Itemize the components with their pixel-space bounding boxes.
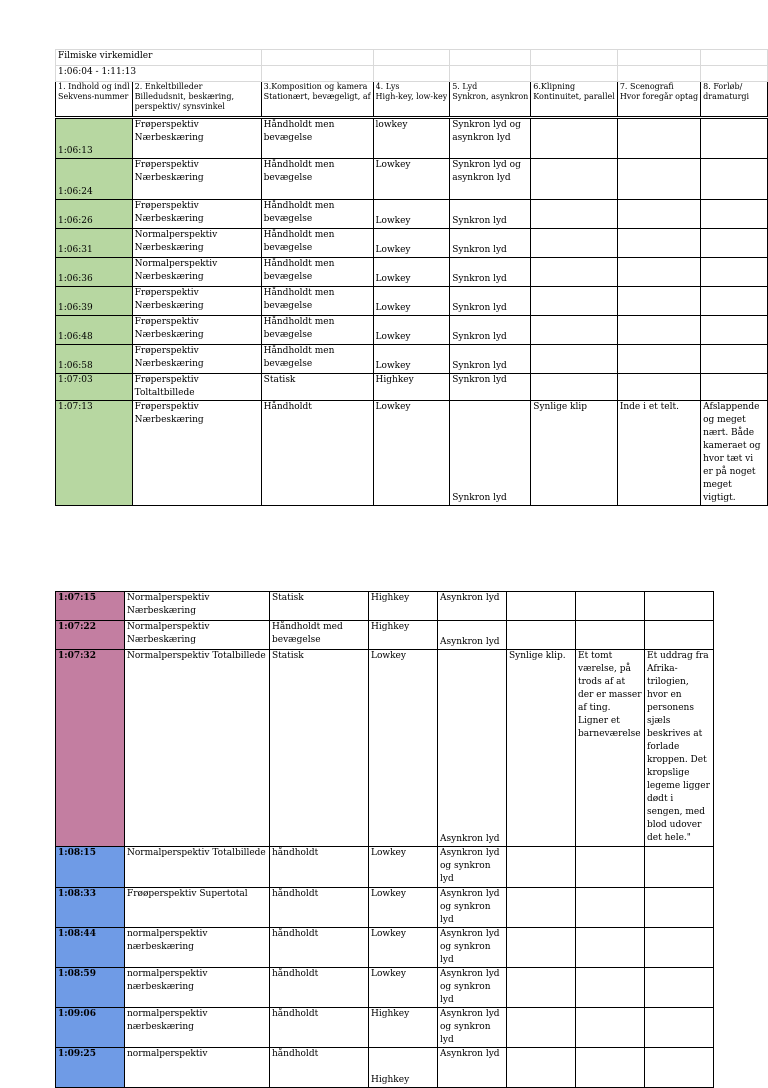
sheet-table-2 [55, 591, 714, 1088]
table-row [56, 345, 768, 374]
forlob-cell [701, 316, 768, 345]
forlob-cell [645, 621, 714, 650]
lyd-cell: Synkron lyd [450, 287, 531, 316]
komp-cell: Håndholdt men bevægelse [261, 287, 373, 316]
persp-cell: normalperspektiv nærbeskæring [125, 968, 270, 1008]
komp-cell: håndholdt [270, 888, 369, 928]
table-row [56, 847, 714, 888]
table-row [56, 888, 714, 928]
persp-cell: Normalperspektiv Totalbillede [125, 847, 270, 888]
klip-cell [531, 258, 618, 287]
lyd-cell: Asynkron lyd [438, 650, 507, 847]
komp-cell: Håndholdt men bevægelse [261, 258, 373, 287]
sceno-cell [617, 258, 700, 287]
table-row [56, 928, 714, 968]
komp-cell: Statisk [270, 650, 369, 847]
lyd-cell: Synkron lyd [450, 229, 531, 258]
column-header-subtitle: Kontinuitet, parallel [533, 92, 615, 101]
lyd-cell: Asynkron lyd og synkron lyd [438, 928, 507, 968]
klip-cell [507, 621, 576, 650]
klip-cell: Synlige klip [531, 401, 618, 506]
forlob-cell [701, 118, 768, 159]
lyd-cell: Synkron lyd [450, 401, 531, 506]
column-header [373, 82, 450, 118]
lyd-cell: Asynkron lyd [438, 1048, 507, 1088]
klip-cell [507, 1008, 576, 1048]
persp-cell: normalperspektiv nærbeskæring [125, 1008, 270, 1048]
timecode-cell: 1:06:39 [56, 287, 133, 316]
column-header-title: 4. Lys [375, 82, 400, 91]
column-header-title: 7. Scenografi [619, 82, 674, 91]
persp-cell: Normalperspektiv Nærbeskæring [132, 258, 261, 287]
forlob-cell [701, 345, 768, 374]
persp-cell: Frøperspektiv Nærbeskæring [132, 345, 261, 374]
lys-cell: Lowkey [369, 928, 438, 968]
column-header [701, 82, 768, 118]
timecode-cell: 1:06:48 [56, 316, 133, 345]
column-header-subtitle: Stationært, bevægeligt, af [263, 92, 371, 101]
persp-cell: normalperspektiv [125, 1048, 270, 1088]
persp-cell: Normalperspektiv Nærbeskæring [125, 621, 270, 650]
forlob-cell: Afslappende og meget nært. Både kameraet og hvor tæt vi er på noget meget vigtigt. [701, 401, 768, 506]
table-row [56, 374, 768, 401]
lyd-cell: Synkron lyd [450, 374, 531, 401]
timecode-cell: 1:09:25 [56, 1048, 125, 1088]
column-header [450, 82, 531, 118]
klip-cell [507, 968, 576, 1008]
forlob-cell [701, 229, 768, 258]
lys-cell: Lowkey [373, 258, 450, 287]
header-row [56, 82, 768, 118]
lys-cell: Lowkey [369, 888, 438, 928]
sceno-cell [576, 621, 645, 650]
komp-cell: håndholdt [270, 928, 369, 968]
komp-cell: håndholdt [270, 968, 369, 1008]
sceno-cell: Et tomt værelse, på trods af at der er masser af ting. Ligner et barneværelse [576, 650, 645, 847]
lys-cell: Lowkey [373, 401, 450, 506]
klip-cell [531, 229, 618, 258]
lys-cell: Lowkey [369, 968, 438, 1008]
sceno-cell [617, 316, 700, 345]
persp-cell: Frøperspektiv Nærbeskæring [132, 159, 261, 200]
lyd-cell: Synkron lyd og asynkron lyd [450, 159, 531, 200]
persp-cell: Normalperspektiv Nærbeskæring [125, 592, 270, 621]
forlob-cell [645, 847, 714, 888]
timecode-cell: 1:07:22 [56, 621, 125, 650]
forlob-cell [701, 200, 768, 229]
lyd-cell: Synkron lyd [450, 200, 531, 229]
timecode-cell: 1:06:31 [56, 229, 133, 258]
timecode-cell: 1:08:44 [56, 928, 125, 968]
sheet-title: Filmiske virkemidler [56, 50, 262, 66]
column-header-title: 8. Forløb/ [703, 82, 743, 91]
forlob-cell [645, 888, 714, 928]
lyd-cell: Synkron lyd [450, 345, 531, 374]
forlob-cell [701, 159, 768, 200]
table-row [56, 258, 768, 287]
persp-cell: normalperspektiv nærbeskæring [125, 928, 270, 968]
lyd-cell: Synkron lyd [450, 316, 531, 345]
sceno-cell [576, 1008, 645, 1048]
klip-cell [531, 287, 618, 316]
forlob-cell [701, 287, 768, 316]
sceno-cell [576, 592, 645, 621]
komp-cell: Håndholdt men bevægelse [261, 229, 373, 258]
sceno-cell [617, 287, 700, 316]
lys-cell: lowkey [373, 118, 450, 159]
table-row [56, 1048, 714, 1088]
klip-cell [531, 374, 618, 401]
lys-cell: Lowkey [373, 229, 450, 258]
table-row [56, 401, 768, 506]
sceno-cell [576, 928, 645, 968]
table-row [56, 650, 714, 847]
lyd-cell: Asynkron lyd [438, 592, 507, 621]
sceno-cell [576, 888, 645, 928]
timecode-cell: 1:06:36 [56, 258, 133, 287]
table-row [56, 159, 768, 200]
timecode-cell: 1:07:03 [56, 374, 133, 401]
sceno-cell [617, 200, 700, 229]
lyd-cell: Asynkron lyd [438, 621, 507, 650]
klip-cell [531, 159, 618, 200]
table-row [56, 118, 768, 159]
sheet-table-1 [55, 49, 768, 506]
komp-cell: håndholdt [270, 1008, 369, 1048]
lys-cell: Highkey [369, 592, 438, 621]
timecode-cell: 1:08:15 [56, 847, 125, 888]
column-header-title: 2. Enkeltbilleder [134, 82, 203, 91]
klip-cell [507, 592, 576, 621]
klip-cell [507, 928, 576, 968]
timecode-cell: 1:07:13 [56, 401, 133, 506]
timecode-cell: 1:06:24 [56, 159, 133, 200]
column-header [617, 82, 700, 118]
table-row [56, 200, 768, 229]
timecode-cell: 1:06:58 [56, 345, 133, 374]
table-row [56, 621, 714, 650]
komp-cell: Håndholdt [261, 401, 373, 506]
forlob-cell [701, 258, 768, 287]
persp-cell: Normalperspektiv Totalbillede [125, 650, 270, 847]
persp-cell: Frøperspektiv Nærbeskæring [132, 287, 261, 316]
sceno-cell [576, 847, 645, 888]
table-row [56, 1008, 714, 1048]
lyd-cell: Asynkron lyd og synkron lyd [438, 888, 507, 928]
lyd-cell: Synkron lyd og asynkron lyd [450, 118, 531, 159]
column-header [261, 82, 373, 118]
column-header [531, 82, 618, 118]
persp-cell: Frøperspektiv Nærbeskæring [132, 316, 261, 345]
column-header-subtitle: High-key, low-key [375, 92, 448, 101]
klip-cell [507, 888, 576, 928]
forlob-cell [645, 1048, 714, 1088]
column-header [56, 82, 133, 118]
sceno-cell [617, 345, 700, 374]
column-header-subtitle: dramaturgi [703, 92, 750, 101]
lys-cell: Lowkey [373, 345, 450, 374]
klip-cell [531, 118, 618, 159]
lyd-cell: Synkron lyd [450, 258, 531, 287]
komp-cell: håndholdt [270, 1048, 369, 1088]
forlob-cell [645, 1008, 714, 1048]
persp-cell: Normalperspektiv Nærbeskæring [132, 229, 261, 258]
forlob-cell [645, 928, 714, 968]
timecode-cell: 1:08:59 [56, 968, 125, 1008]
klip-cell [531, 345, 618, 374]
lys-cell: Lowkey [369, 650, 438, 847]
komp-cell: Statisk [261, 374, 373, 401]
lys-cell: Highkey [369, 621, 438, 650]
komp-cell: Statisk [270, 592, 369, 621]
persp-cell: Frøperspektiv Toltaltbillede [132, 374, 261, 401]
lyd-cell: Asynkron lyd og synkron lyd [438, 1008, 507, 1048]
komp-cell: Håndholdt men bevægelse [261, 200, 373, 229]
lyd-cell: Asynkron lyd og synkron lyd [438, 847, 507, 888]
lys-cell: Lowkey [373, 200, 450, 229]
table-row [56, 968, 714, 1008]
column-header-title: 1. Indhold og indl [58, 82, 130, 91]
forlob-cell [645, 592, 714, 621]
lys-cell: Highkey [369, 1008, 438, 1048]
timecode-cell: 1:07:15 [56, 592, 125, 621]
komp-cell: Håndholdt men bevægelse [261, 316, 373, 345]
lyd-cell: Asynkron lyd og synkron lyd [438, 968, 507, 1008]
persp-cell: Frøperspektiv Nærbeskæring [132, 118, 261, 159]
lys-cell: Highkey [369, 1048, 438, 1088]
timecode-cell: 1:07:32 [56, 650, 125, 847]
forlob-cell [645, 968, 714, 1008]
column-header-subtitle: Billedudsnit, beskæring, perspektiv/ synsvinkel [134, 92, 234, 111]
lys-cell: Lowkey [373, 287, 450, 316]
klip-cell: Synlige klip. [507, 650, 576, 847]
sceno-cell: Inde i et telt. [617, 401, 700, 506]
forlob-cell [701, 374, 768, 401]
table-row [56, 316, 768, 345]
klip-cell [507, 1048, 576, 1088]
column-header [132, 82, 261, 118]
lys-cell: Lowkey [373, 159, 450, 200]
sceno-cell [576, 1048, 645, 1088]
komp-cell: Håndholdt men bevægelse [261, 345, 373, 374]
lys-cell: Lowkey [369, 847, 438, 888]
forlob-cell: Et uddrag fra Afrika-trilogien, hvor en personens sjæls beskrives at forlade kroppen. Det kropslige legeme ligger dødt i sengen, med blod udover det hele." [645, 650, 714, 847]
time-range: 1:06:04 - 1:11:13 [56, 66, 262, 82]
column-header-title: 6.Klipning [533, 82, 576, 91]
sceno-cell [617, 118, 700, 159]
persp-cell: Frøperspektiv Nærbeskæring [132, 200, 261, 229]
komp-cell: Håndholdt med bevægelse [270, 621, 369, 650]
persp-cell: Frøperspektiv Nærbeskæring [132, 401, 261, 506]
timecode-cell: 1:08:33 [56, 888, 125, 928]
klip-cell [507, 847, 576, 888]
klip-cell [531, 200, 618, 229]
komp-cell: Håndholdt men bevægelse [261, 118, 373, 159]
sceno-cell [617, 229, 700, 258]
persp-cell: Frøøperspektiv Supertotal [125, 888, 270, 928]
komp-cell: håndholdt [270, 847, 369, 888]
klip-cell [531, 316, 618, 345]
timecode-cell: 1:06:26 [56, 200, 133, 229]
sceno-cell [617, 374, 700, 401]
table-row [56, 287, 768, 316]
sceno-cell [617, 159, 700, 200]
sceno-cell [576, 968, 645, 1008]
lys-cell: Highkey [373, 374, 450, 401]
column-header-subtitle: Sekvens-nummer [58, 92, 129, 101]
timecode-cell: 1:06:13 [56, 118, 133, 159]
komp-cell: Håndholdt men bevægelse [261, 159, 373, 200]
column-header-subtitle: Hvor foregår optag [619, 92, 699, 101]
table-row [56, 592, 714, 621]
column-header-subtitle: Synkron, asynkron [452, 92, 529, 101]
column-header-title: 5. Lyd [452, 82, 478, 91]
table-row [56, 229, 768, 258]
timecode-cell: 1:09:06 [56, 1008, 125, 1048]
lys-cell: Lowkey [373, 316, 450, 345]
column-header-title: 3.Komposition og kamera [263, 82, 368, 91]
